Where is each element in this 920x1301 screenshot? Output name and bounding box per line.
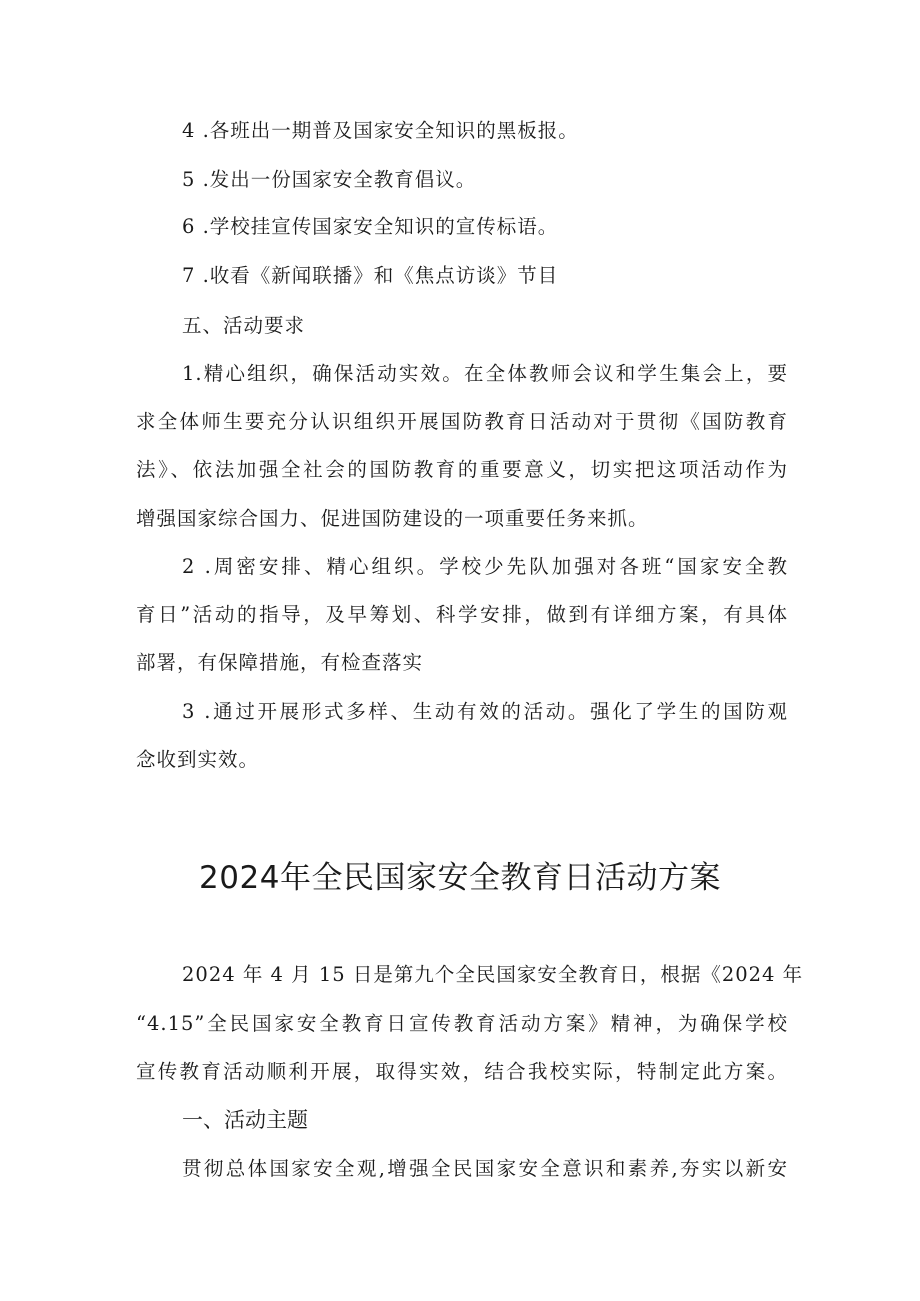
paragraph-line: 求全体师生要充分认识组织开展国防教育日活动对于贯彻《国防教育 bbox=[136, 410, 788, 433]
paragraph-line: 1.精心组织，确保活动实效。在全体教师会议和学生集会上，要 bbox=[182, 362, 788, 385]
section-heading-theme: 一、活动主题 bbox=[182, 1108, 308, 1132]
list-item-7: 7 .收看《新闻联播》和《焦点访谈》节目 bbox=[182, 264, 559, 287]
paragraph-line: 宣传教育活动顺利开展，取得实效，结合我校实际，特制定此方案。 bbox=[136, 1060, 788, 1083]
paragraph-line: 2024 年 4 月 15 日是第九个全民国家安全教育日，根据《2024 年 bbox=[182, 963, 804, 986]
list-item-5: 5 .发出一份国家安全教育倡议。 bbox=[182, 168, 477, 191]
section-heading-requirements: 五、活动要求 bbox=[182, 314, 306, 337]
paragraph-line: 部署，有保障措施，有检查落实 bbox=[136, 651, 424, 674]
paragraph-line: “4.15”全民国家安全教育日宣传教育活动方案》精神，为确保学校 bbox=[136, 1012, 788, 1035]
document-title: 2024年全民国家安全教育日活动方案 bbox=[199, 860, 721, 896]
paragraph-line: 育日”活动的指导，及早筹划、科学安排，做到有详细方案，有具体 bbox=[136, 603, 788, 626]
list-item-6: 6 .学校挂宣传国家安全知识的宣传标语。 bbox=[182, 215, 559, 238]
paragraph-line: 贯彻总体国家安全观,增强全民国家安全意识和素养,夯实以新安 bbox=[182, 1157, 788, 1180]
paragraph-line: 3 .通过开展形式多样、生动有效的活动。强化了学生的国防观 bbox=[182, 700, 788, 723]
paragraph-line: 增强国家综合国力、促进国防建设的一项重要任务来抓。 bbox=[136, 507, 649, 530]
paragraph-line: 2 .周密安排、精心组织。学校少先队加强对各班“国家安全教 bbox=[182, 555, 788, 578]
paragraph-line: 念收到实效。 bbox=[136, 748, 260, 771]
list-item-4: 4 .各班出一期普及国家安全知识的黑板报。 bbox=[182, 119, 579, 142]
paragraph-line: 法》、依法加强全社会的国防教育的重要意义，切实把这项活动作为 bbox=[136, 458, 788, 481]
